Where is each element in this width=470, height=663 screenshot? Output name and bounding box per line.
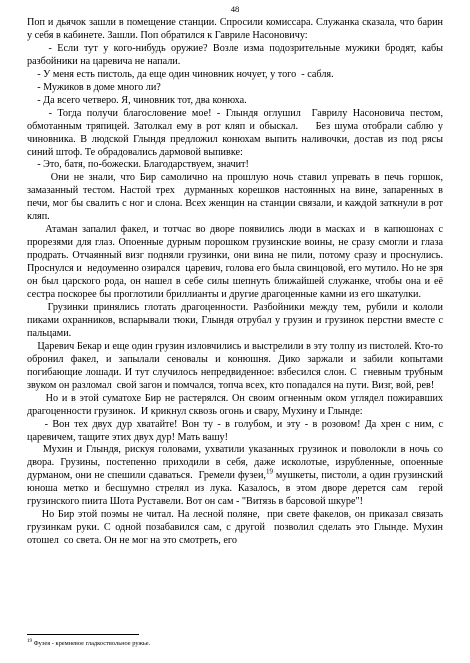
paragraph: - У меня есть пистоль, да еще один чиновник ночует, у того - сабля. (27, 68, 334, 80)
paragraph: - Если тут у кого-нибудь оружие? Возле изма подозрительные мужики бродят, кабы разбойники на царевича не напали. (27, 42, 446, 67)
footnote-text: Фузея - кремневое гладкоствольное ружье. (32, 640, 151, 647)
paragraph: - Это, батя, по-божески. Благодарствуем, значит! (27, 159, 249, 171)
footnote (27, 640, 443, 648)
footnote-divider (27, 634, 139, 635)
paragraph: Но Бир этой поэмы не читал. На лесной поляне, при свете факелов, он приказал связать грузинкам руки. С одной позабавился сам, с другой позволил сделать это Глынде. Мухин отошел со света. Он не мог на это смотреть, его (27, 509, 446, 547)
paragraph: - Вон тех двух дур хватайте! Вон ту - в голубом, и эту - в розовом! Да хрен с ним, с царевичем, тащите этих двух дур! Мать вашу! (27, 418, 446, 443)
paragraph: - Да всего четверо. Я, чиновник тот, два конюха. (27, 94, 247, 106)
footnote-reference[interactable]: 19 (265, 467, 273, 476)
paragraph-text: Мухин и Глындя, рискуя головами, ухватили указанных грузинок и поволокли в ночь со двора. Грузины, постепенно приходили в себя, даже исколотые, изрубленные, опоенные дурманом, они не спешили сдаваться. Гремели фузеи, (27, 444, 446, 482)
page-number: 48 (230, 4, 240, 14)
paragraph: Грузинки принялись глотать драгоценности. Разбойники между тем, рубили и кололи пиками охранников, вспарывали тюки, Глындя отрубал у грузин и грузинок перстни вместе с пальцами. (27, 301, 446, 339)
body-text (27, 17, 446, 548)
paragraph: Атаман запалил факел, и тотчас во дворе появились люди в масках и в капюшонах с прорезями для глаз. Опоенные дурным порошком грузинские воины, не сразу смогли и глаза продрать. Отчаянный визг подняли грузинки, они вина не пили, потому сразу и проснулись. Проснулся и недоуменно озирался царевич, голова его была свинцовой, его мутило. Но не зря он был царского рода, он нашел в себе силы шепнуть ближайшей служанке, чтобы она и её сестра поскорее бы проглотили бриллианты и другие драгоценные камни из его шкатулки. (27, 224, 446, 301)
paragraph: Но и в этой суматохе Бир не растерялся. Он своим огненным оком углядел пожиравших драгоценности грузинок. И крикнул сквозь огонь и свару, Мухину и Глынде: (27, 392, 446, 417)
paragraph: - Мужиков в доме много ли? (27, 81, 161, 93)
paragraph: Они не знали, что Бир самолично на прошлую ночь ставил упревать в печь горшок, замазанный тестом. Настой трех дурманных корешков настоянных на вине, запаренных в печи, мог бы свалить с ног и слона. Всех женщин на станции связали, и каждой заткнули в рот кляп. (27, 172, 446, 223)
paragraph-text: мушкеты, пистоли, а один грузинский юноша метко и бесшумно стрелял из лука. Казалось, в этом дворе дерется сам герой грузинского пиита Шота Руставели. Вот он сам - "Витязь в барсовой шкуре"! (27, 470, 446, 508)
footnote-number: 19 (27, 638, 32, 644)
paragraph-with-footnote (27, 444, 446, 509)
paragraph: - Тогда получи благословение мое! - Глындя оглушил Гаврилу Насоновича пестом, обмотанным тряпицей. Затолкал ему в рот кляп и обыскал. Без шума отобрали саблю у чиновника. В людской Глындя предложил конюхам выпить наливочки, достав из под рясы синий штоф. Те обрадовались дармовой выпивке: (27, 107, 446, 158)
paragraph: Поп и дьячок зашли в помещение станции. Спросили комиссара. Служанка сказала, что барин у себя в кабинете. Зашли. Поп обратился к Гавриле Насоновичу: (27, 17, 443, 41)
paragraph: Царевич Бекар и еще один грузин изловчились и выстрелили в эту толпу из пистолей. Кто-то обронил факел, и запылали сеновалы и конюшня. Дико заржали и забили копытами погибающие лошади. И тут случилось непредвиденное: взбесился слон. С гневным трубным звуком он разломал свой загон и помчался, топча всех, кто попадался на пути. Визг, вой, рев! (27, 340, 446, 391)
